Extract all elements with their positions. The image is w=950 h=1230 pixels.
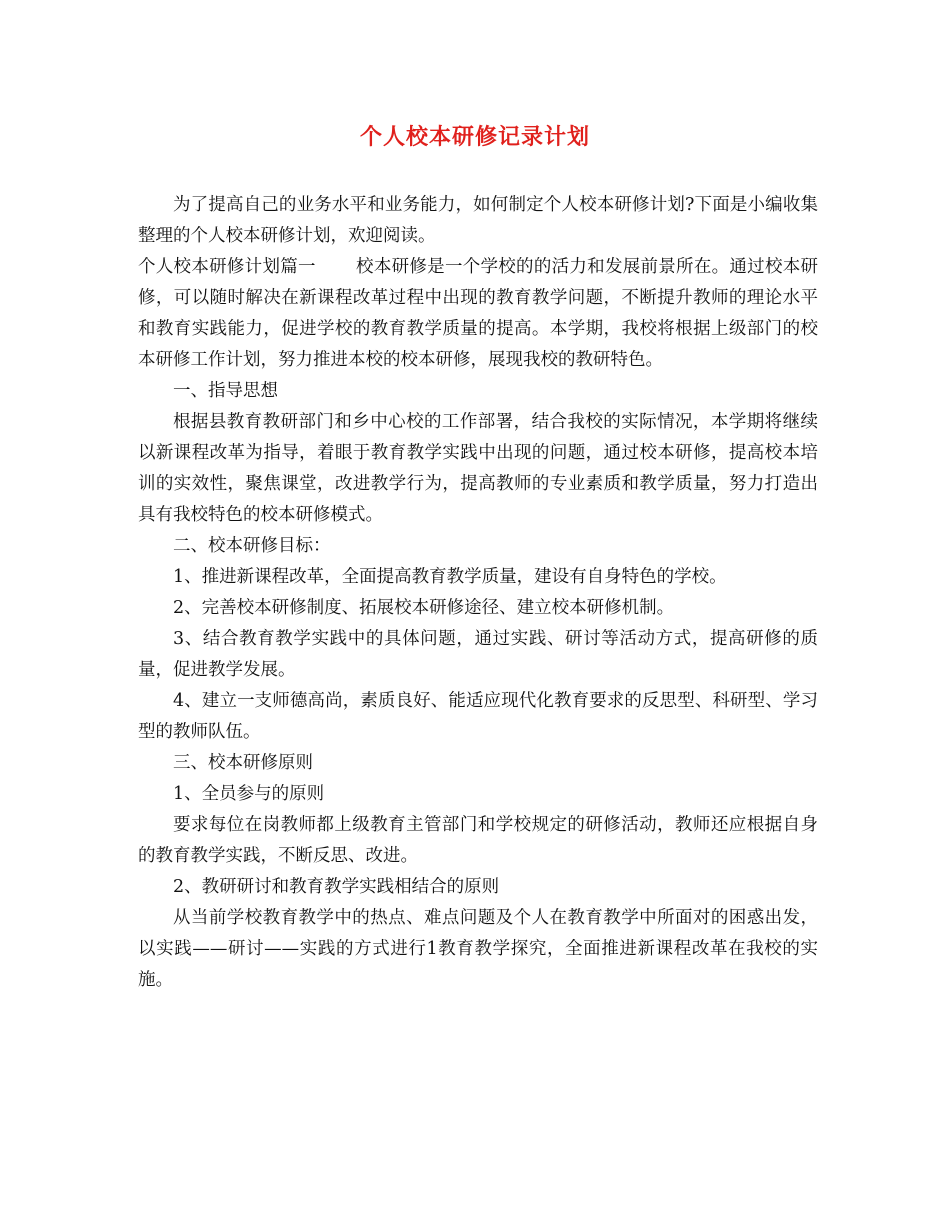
heading-guiding-thought: 一、指导思想 (173, 381, 278, 401)
document-title: 个人校本研修记录计划 (359, 124, 590, 150)
paragraph-guiding-thought: 根据县教育教研部门和乡中心校的工作部署，结合我校的实际情况，本学期将继续以新课程改革为指导，着眼于教育教学实践中出现的问题，通过校本研修，提高校本培训的实效性，聚焦课堂，改进教学行为，提高教师的专业素质和教学质量，努力打造出具有我校特色的校本研修模式。 (138, 412, 818, 525)
principle-item-1-detail: 要求每位在岗教师都上级教育主管部门和学校规定的研修活动，教师还应根据自身的教育教学实践，不断反思、改进。 (138, 815, 818, 866)
heading-principles: 三、校本研修原则 (173, 753, 313, 773)
section-paragraph (138, 252, 818, 376)
goal-item-1: 1、推进新课程改革，全面提高教育教学质量，建设有自身特色的学校。 (173, 567, 727, 587)
heading-goals: 二、校本研修目标： (173, 536, 331, 556)
principle-item-1: 1、全员参与的原则 (173, 784, 325, 804)
intro-paragraph: 为了提高自己的业务水平和业务能力，如何制定个人校本研修计划?下面是小编收集整理的个人校本研修计划，欢迎阅读。 (138, 195, 818, 246)
section-heading: 个人校本研修计划篇一 (138, 257, 316, 277)
document-body (138, 190, 818, 996)
principle-item-2: 2、教研研讨和教育教学实践相结合的原则 (173, 877, 500, 897)
goal-item-2: 2、完善校本研修制度、拓展校本研修途径、建立校本研修机制。 (173, 598, 675, 618)
section-lead: 校本研修是一个学校的的活力和发展前景所在。通过校本研修，可以随时解决在新课程改革过程中出现的教育教学问题，不断提升教师的理论水平和教育实践能力，促进学校的教育教学质量的提高。本学期，我校将根据上级部门的校本研修工作计划，努力推进本校的校本研修，展现我校的教研特色。 (138, 257, 819, 370)
goal-item-4: 4、建立一支师德高尚，素质良好、能适应现代化教育要求的反思型、科研型、学习型的教师队伍。 (138, 691, 818, 742)
principle-item-2-detail: 从当前学校教育教学中的热点、难点问题及个人在教育教学中所面对的困惑出发，以实践——研讨——实践的方式进行1教育教学探究，全面推进新课程改革在我校的实施。 (138, 908, 818, 990)
goal-item-3: 3、结合教育教学实践中的具体问题，通过实践、研讨等活动方式，提高研修的质量，促进教学发展。 (138, 629, 818, 680)
